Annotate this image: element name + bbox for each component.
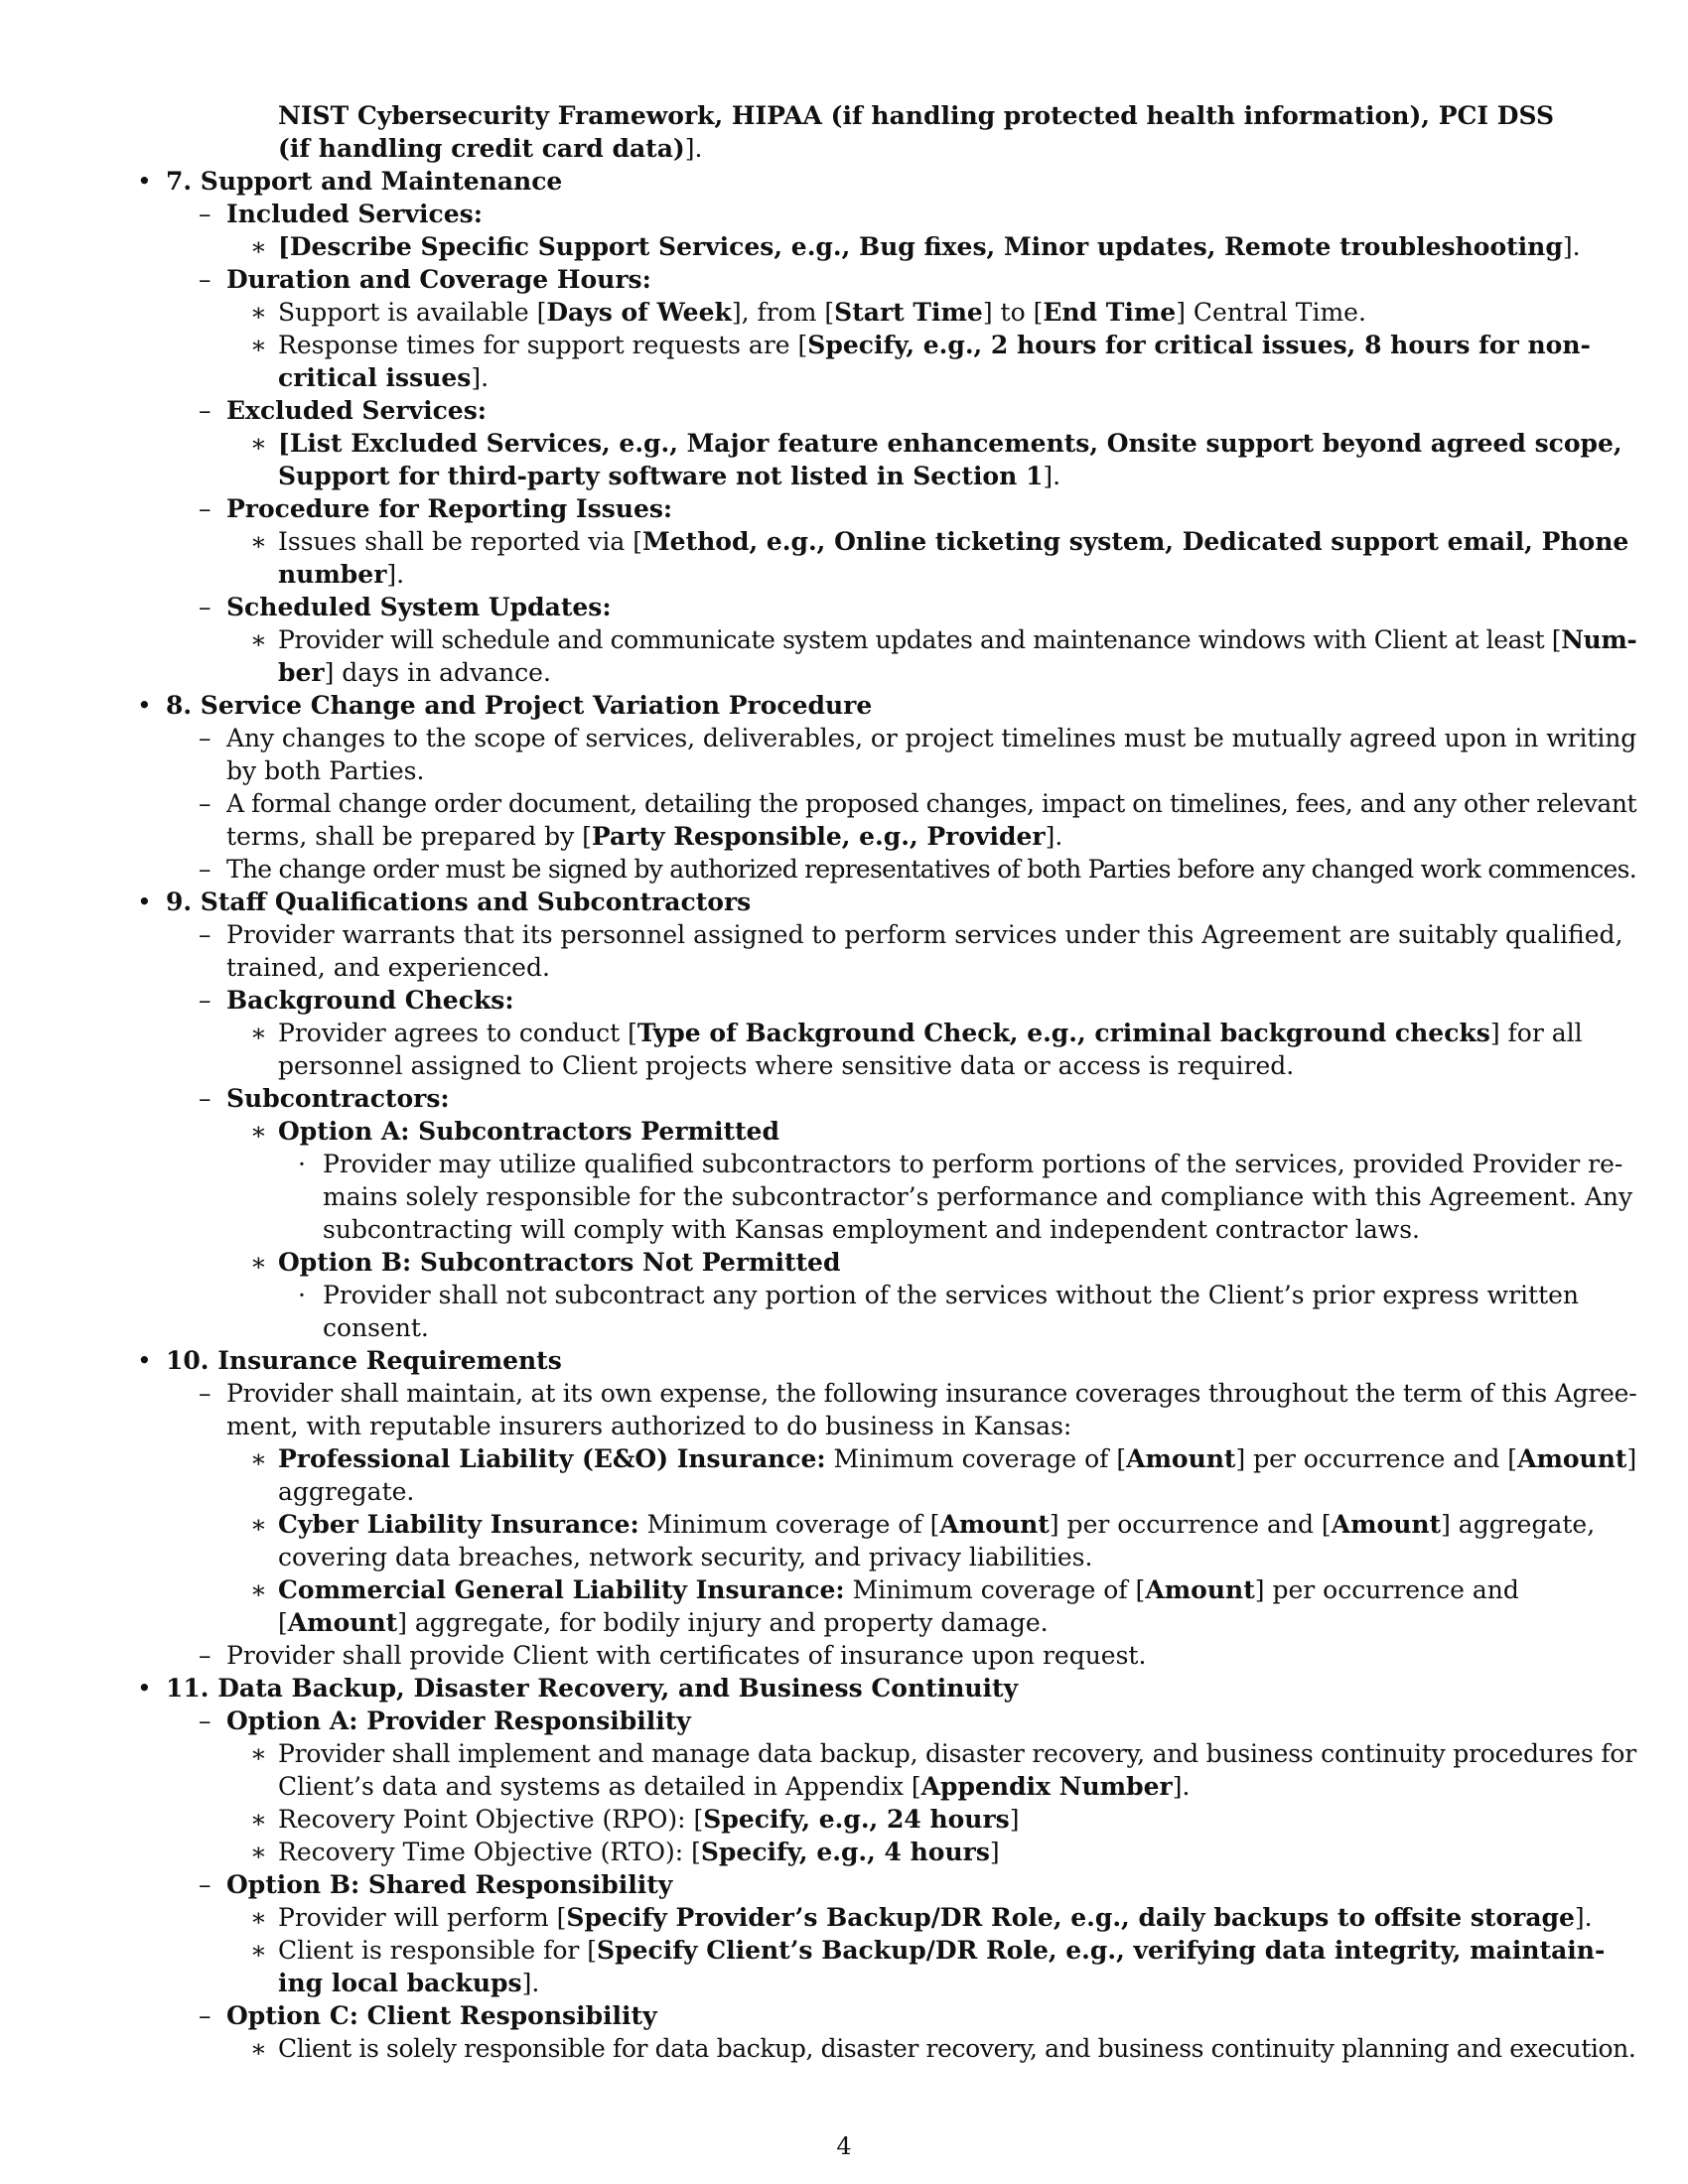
dash-marker: – <box>199 855 211 884</box>
dash-marker: – <box>199 265 211 294</box>
change-agreement-item: Any changes to the scope of services, deliverables, or project timelines must be mutually agreed upon in writing <box>226 724 1637 752</box>
section-10-heading: 10. Insurance Requirements <box>166 1346 562 1375</box>
reporting-procedure-item: Issues shall be reported via [Method, e.g., Online ticketing system, Dedicated support email, Phone <box>278 527 1629 556</box>
star-marker: ∗ <box>250 1936 267 1965</box>
bullet-marker: • <box>137 691 152 720</box>
response-times-item: Response times for support requests are [Specify, e.g., 2 hours for critical issues, 8 hours for non- <box>278 331 1591 359</box>
client-backup-role-item-cont: ing local backups]. <box>278 1969 540 1997</box>
change-order-item-cont: terms, shall be prepared by [Party Responsible, e.g., Provider]. <box>226 822 1063 851</box>
dash-marker: – <box>199 789 211 818</box>
insurance-intro-item: Provider shall maintain, at its own expense, the following insurance coverages throughout the term of this Agree- <box>226 1379 1637 1408</box>
backup-option-a-label: Option A: Provider Responsibility <box>226 1706 691 1735</box>
rpo-item: Recovery Point Objective (RPO): [Specify, e.g., 24 hours] <box>278 1805 1020 1834</box>
star-marker: ∗ <box>250 2034 267 2063</box>
dash-marker: – <box>199 724 211 752</box>
star-marker: ∗ <box>250 625 267 654</box>
background-checks-item-cont: personnel assigned to Client projects where sensitive data or access is required. <box>278 1051 1295 1080</box>
bullet-marker: • <box>137 167 152 196</box>
star-marker: ∗ <box>250 331 267 359</box>
scheduled-updates-label: Scheduled System Updates: <box>226 593 612 621</box>
excluded-services-label: Excluded Services: <box>226 396 488 425</box>
page-number: 4 <box>836 2132 852 2160</box>
client-backup-role-item: Client is responsible for [Specify Client’s Backup/DR Role, e.g., verifying data integrity, maintain- <box>278 1936 1606 1965</box>
star-marker: ∗ <box>250 1575 267 1604</box>
duration-coverage-label: Duration and Coverage Hours: <box>226 265 651 294</box>
star-marker: ∗ <box>250 1510 267 1539</box>
star-marker: ∗ <box>250 1019 267 1047</box>
section-8-heading: 8. Service Change and Project Variation Procedure <box>166 691 873 720</box>
reporting-procedure-label: Procedure for Reporting Issues: <box>226 494 673 523</box>
backup-option-b-label: Option B: Shared Responsibility <box>226 1870 673 1899</box>
rto-item: Recovery Time Objective (RTO): [Specify, e.g., 4 hours] <box>278 1838 1000 1866</box>
backup-option-c-item: Client is solely responsible for data backup, disaster recovery, and business continuity planning and execution. <box>278 2034 1636 2063</box>
star-marker: ∗ <box>250 1444 267 1473</box>
section-7-heading: 7. Support and Maintenance <box>166 167 563 196</box>
backup-option-a-item-cont: Client’s data and systems as detailed in Appendix [Appendix Number]. <box>278 1772 1191 1801</box>
star-marker: ∗ <box>250 232 267 261</box>
subcontractors-option-b-text: Provider shall not subcontract any portion of the services without the Client’s prior express written <box>323 1281 1580 1309</box>
subcontractors-label: Subcontractors: <box>226 1084 450 1113</box>
star-marker: ∗ <box>250 1248 267 1277</box>
excluded-services-item-cont: Support for third-party software not listed in Section 1]. <box>278 462 1061 490</box>
dash-marker: – <box>199 1706 211 1735</box>
scheduled-updates-item: Provider will schedule and communicate system updates and maintenance windows with Client at least [Num- <box>278 625 1637 654</box>
dash-marker: – <box>199 1870 211 1899</box>
dash-marker: – <box>199 1641 211 1670</box>
included-services-item: [Describe Specific Support Services, e.g., Bug fixes, Minor updates, Remote troubleshooting]. <box>278 232 1581 261</box>
insurance-certificates-item: Provider shall provide Client with certificates of insurance upon request. <box>226 1641 1147 1670</box>
insurance-intro-item-cont: ment, with reputable insurers authorized to do business in Kansas: <box>226 1412 1072 1440</box>
provider-backup-role-item: Provider will perform [Specify Provider’s Backup/DR Role, e.g., daily backups to offsite storage]. <box>278 1903 1593 1932</box>
star-marker: ∗ <box>250 1117 267 1146</box>
subcontractors-option-a-text-cont: subcontracting will comply with Kansas employment and independent contractor laws. <box>323 1215 1420 1244</box>
personnel-warranty-item-cont: trained, and experienced. <box>226 953 550 982</box>
excluded-services-item: [List Excluded Services, e.g., Major feature enhancements, Onsite support beyond agreed scope, <box>278 429 1622 458</box>
included-services-label: Included Services: <box>226 200 483 228</box>
personnel-warranty-item: Provider warrants that its personnel assigned to perform services under this Agreement are suitably qualified, <box>226 920 1623 949</box>
subcontractors-option-b-text-cont: consent. <box>323 1313 429 1342</box>
general-liability-item-cont: [Amount] aggregate, for bodily injury and property damage. <box>278 1608 1049 1637</box>
dot-marker: · <box>298 1281 306 1309</box>
change-agreement-item-cont: by both Parties. <box>226 756 425 785</box>
subcontractors-option-a: Option A: Subcontractors Permitted <box>278 1117 779 1146</box>
star-marker: ∗ <box>250 1739 267 1768</box>
star-marker: ∗ <box>250 298 267 327</box>
bullet-marker: • <box>137 887 152 916</box>
cyber-liability-item: Cyber Liability Insurance: Minimum coverage of [Amount] per occurrence and [Amount] aggregate, <box>278 1510 1596 1539</box>
dash-marker: – <box>199 1084 211 1113</box>
backup-option-c-label: Option C: Client Responsibility <box>226 2001 657 2030</box>
carry-over-line-2: (if handling credit card data)]. <box>278 134 703 163</box>
support-availability-item: Support is available [Days of Week], from [Start Time] to [End Time] Central Time. <box>278 298 1366 327</box>
dash-marker: – <box>199 200 211 228</box>
star-marker: ∗ <box>250 1838 267 1866</box>
bullet-marker: • <box>137 1674 152 1703</box>
background-checks-label: Background Checks: <box>226 986 514 1015</box>
general-liability-item: Commercial General Liability Insurance: Minimum coverage of [Amount] per occurrence and <box>278 1575 1519 1604</box>
dash-marker: – <box>199 920 211 949</box>
star-marker: ∗ <box>250 1903 267 1932</box>
cyber-liability-item-cont: covering data breaches, network security, and privacy liabilities. <box>278 1543 1093 1571</box>
subcontractors-option-a-text: Provider may utilize qualified subcontractors to perform portions of the services, provided Provider re- <box>323 1150 1623 1178</box>
dash-marker: – <box>199 986 211 1015</box>
scheduled-updates-item-cont: ber] days in advance. <box>278 658 551 687</box>
dash-marker: – <box>199 593 211 621</box>
response-times-item-cont: critical issues]. <box>278 363 490 392</box>
subcontractors-option-a-text-cont: mains solely responsible for the subcontractor’s performance and compliance with this Agreement. Any <box>323 1182 1633 1211</box>
change-order-signature-item: The change order must be signed by authorized representatives of both Parties before any changed work commences. <box>226 855 1636 884</box>
change-order-item: A formal change order document, detailing the proposed changes, impact on timelines, fees, and any other relevant <box>226 789 1637 818</box>
carry-over-line-1: NIST Cybersecurity Framework, HIPAA (if handling protected health information), PCI DSS <box>278 101 1555 130</box>
star-marker: ∗ <box>250 429 267 458</box>
star-marker: ∗ <box>250 1805 267 1834</box>
subcontractors-option-b: Option B: Subcontractors Not Permitted <box>278 1248 841 1277</box>
section-9-heading: 9. Staff Qualifications and Subcontractors <box>166 887 752 916</box>
dash-marker: – <box>199 1379 211 1408</box>
dash-marker: – <box>199 2001 211 2030</box>
dash-marker: – <box>199 494 211 523</box>
star-marker: ∗ <box>250 527 267 556</box>
reporting-procedure-item-cont: number]. <box>278 560 405 589</box>
backup-option-a-item: Provider shall implement and manage data backup, disaster recovery, and business continuity procedures for <box>278 1739 1636 1768</box>
background-checks-item: Provider agrees to conduct [Type of Background Check, e.g., criminal background checks] for all <box>278 1019 1583 1047</box>
dash-marker: – <box>199 396 211 425</box>
bullet-marker: • <box>137 1346 152 1375</box>
professional-liability-item-cont: aggregate. <box>278 1477 415 1506</box>
dot-marker: · <box>298 1150 306 1178</box>
section-11-heading: 11. Data Backup, Disaster Recovery, and Business Continuity <box>166 1674 1019 1703</box>
professional-liability-item: Professional Liability (E&O) Insurance: Minimum coverage of [Amount] per occurrence and [Amount] <box>278 1444 1637 1473</box>
